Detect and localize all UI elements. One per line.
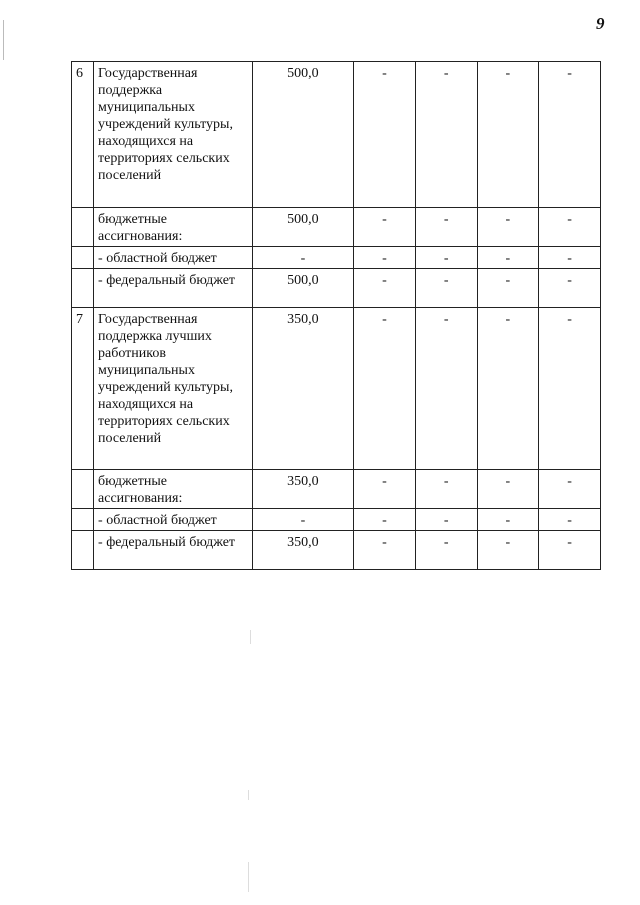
row-total: 350,0: [252, 470, 353, 509]
row-total: 500,0: [252, 269, 353, 308]
row-value-1: -: [354, 247, 416, 269]
row-value-4: -: [539, 247, 601, 269]
row-number: [72, 470, 94, 509]
row-name: Государственная поддержка лучших работников муниципальных учреждений культуры, находящихся на территориях сельских поселений: [94, 308, 253, 470]
row-number: [72, 531, 94, 570]
row-value-4: -: [539, 308, 601, 470]
row-name: - федеральный бюджет: [94, 269, 253, 308]
table-row: [72, 509, 601, 531]
table-row: [72, 208, 601, 247]
row-total: 350,0: [252, 308, 353, 470]
row-value-1: -: [354, 308, 416, 470]
row-value-2: -: [415, 308, 477, 470]
row-value-3: -: [477, 269, 539, 308]
table-row: [72, 470, 601, 509]
row-value-3: -: [477, 208, 539, 247]
table-row: [72, 531, 601, 570]
row-value-2: -: [415, 509, 477, 531]
row-value-4: -: [539, 208, 601, 247]
scan-speck: [250, 630, 251, 644]
row-value-4: -: [539, 269, 601, 308]
budget-table: [71, 61, 601, 570]
row-name: - федеральный бюджет: [94, 531, 253, 570]
row-total: -: [252, 247, 353, 269]
row-value-4: -: [539, 470, 601, 509]
row-total: 500,0: [252, 62, 353, 208]
row-name: - областной бюджет: [94, 509, 253, 531]
table-row: [72, 269, 601, 308]
scan-edge-mark: [3, 20, 4, 60]
row-value-4: -: [539, 509, 601, 531]
row-value-2: -: [415, 247, 477, 269]
row-total: -: [252, 509, 353, 531]
row-value-2: -: [415, 269, 477, 308]
row-value-1: -: [354, 269, 416, 308]
row-value-1: -: [354, 208, 416, 247]
row-value-3: -: [477, 531, 539, 570]
row-value-1: -: [354, 509, 416, 531]
table-row: [72, 308, 601, 470]
row-value-2: -: [415, 531, 477, 570]
row-name: бюджетные ассигнования:: [94, 208, 253, 247]
row-value-1: -: [354, 62, 416, 208]
row-value-4: -: [539, 531, 601, 570]
row-value-1: -: [354, 470, 416, 509]
scan-speck: [248, 790, 249, 800]
row-value-2: -: [415, 208, 477, 247]
row-value-3: -: [477, 62, 539, 208]
row-number: [72, 247, 94, 269]
row-number: 6: [72, 62, 94, 208]
scan-speck: [248, 862, 249, 892]
row-name: бюджетные ассигнования:: [94, 470, 253, 509]
row-value-3: -: [477, 247, 539, 269]
row-number: [72, 208, 94, 247]
page-number: 9: [596, 14, 605, 33]
table-row: [72, 62, 601, 208]
row-name: Государственная поддержка муниципальных учреждений культуры, находящихся на территориях сельских поселений: [94, 62, 253, 208]
row-value-2: -: [415, 62, 477, 208]
row-value-4: -: [539, 62, 601, 208]
row-total: 350,0: [252, 531, 353, 570]
row-total: 500,0: [252, 208, 353, 247]
row-value-3: -: [477, 509, 539, 531]
row-value-3: -: [477, 308, 539, 470]
row-number: [72, 269, 94, 308]
table-row: [72, 247, 601, 269]
row-value-3: -: [477, 470, 539, 509]
row-name: - областной бюджет: [94, 247, 253, 269]
row-value-2: -: [415, 470, 477, 509]
row-value-1: -: [354, 531, 416, 570]
row-number: 7: [72, 308, 94, 470]
row-number: [72, 509, 94, 531]
